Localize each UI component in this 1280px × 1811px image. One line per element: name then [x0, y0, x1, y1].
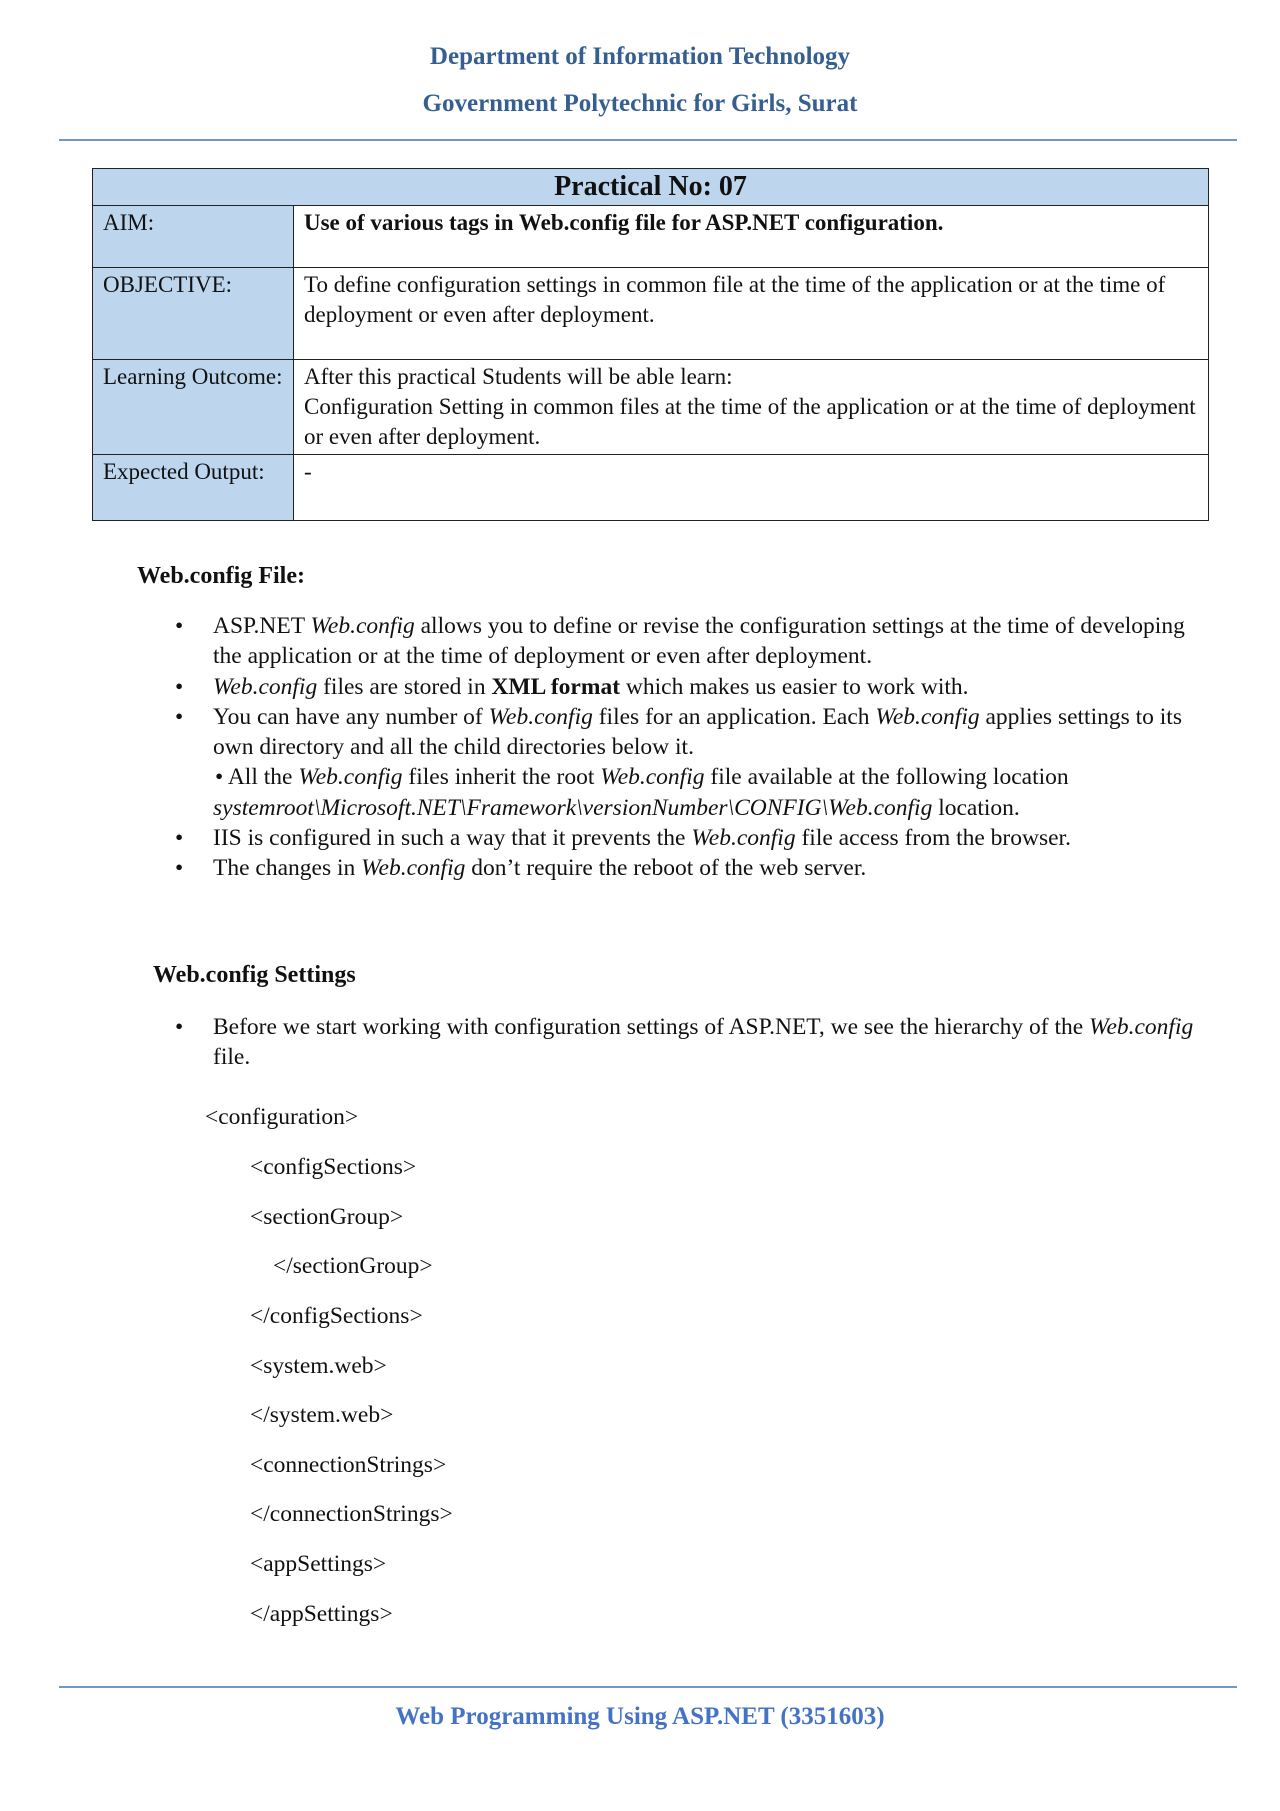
- code-line: </system.web>: [250, 1402, 394, 1428]
- webconfig-settings-list: [175, 1012, 1213, 1073]
- code-line: <system.web>: [250, 1353, 387, 1379]
- aim-value: Use of various tags in Web.config file for ASP.NET configuration.: [294, 206, 1209, 268]
- aim-label: AIM:: [93, 206, 294, 268]
- practical-table: [92, 168, 1209, 521]
- code-line: </appSettings>: [250, 1601, 393, 1627]
- section-heading-webconfig-settings: Web.config Settings: [153, 962, 356, 988]
- expected-output-value: -: [294, 455, 1209, 521]
- list-item: • Web.config files are stored in XML format which makes us easier to work with.: [175, 673, 969, 700]
- footer-course-title: Web Programming Using ASP.NET (3351603): [395, 1703, 885, 1730]
- expected-output-label: Expected Output:: [93, 455, 294, 521]
- code-line: </sectionGroup>: [273, 1253, 433, 1279]
- header-rule: [59, 139, 1237, 141]
- list-item-sub: • All the Web.config files inherit the root Web.config file available at the following location systemroot\Microsoft.NET\Framework\versionNumber\CONFIG\Web.config location.: [213, 764, 1069, 821]
- learning-outcome-intro: After this practical Students will be able learn:: [304, 364, 733, 389]
- footer-rule: [59, 1686, 1237, 1688]
- section-heading-webconfig-file: Web.config File:: [137, 563, 305, 589]
- code-line: <sectionGroup>: [250, 1204, 404, 1230]
- learning-outcome-detail: Configuration Setting in common files at the time of the application or at the time of deployment or even after deployment.: [304, 394, 1196, 449]
- list-item: • You can have any number of Web.config files for an application. Each Web.config applies settings to its own directory and all the child directories below it.: [175, 703, 1182, 761]
- header-department: Department of Information Technology: [429, 43, 851, 70]
- learning-outcome-label: Learning Outcome:: [93, 360, 294, 455]
- list-item: • ASP.NET Web.config allows you to define or revise the configuration settings at the time of developing the application or at the time of deployment or even after deployment.: [175, 613, 1185, 670]
- code-line: <configSections>: [250, 1154, 417, 1180]
- list-item: • Before we start working with configuration settings of ASP.NET, we see the hierarchy of the Web.config file.: [175, 1014, 1194, 1071]
- code-line: <connectionStrings>: [250, 1452, 447, 1478]
- webconfig-file-list: [175, 611, 1213, 884]
- list-item: • IIS is configured in such a way that it prevents the Web.config file access from the browser.: [175, 825, 1071, 852]
- learning-outcome-value: [294, 360, 1209, 455]
- list-item: • The changes in Web.config don’t require the reboot of the web server.: [175, 855, 867, 882]
- objective-value: To define configuration settings in common file at the time of the application or at the time of deployment or even after deployment.: [294, 268, 1209, 360]
- header-institute: Government Polytechnic for Girls, Surat: [422, 90, 858, 117]
- code-line: </configSections>: [250, 1303, 423, 1329]
- objective-label: OBJECTIVE:: [93, 268, 294, 360]
- code-line: <appSettings>: [250, 1551, 387, 1577]
- code-line: <configuration>: [205, 1104, 359, 1130]
- code-line: </connectionStrings>: [250, 1501, 453, 1527]
- practical-title: Practical No: 07: [93, 169, 1209, 206]
